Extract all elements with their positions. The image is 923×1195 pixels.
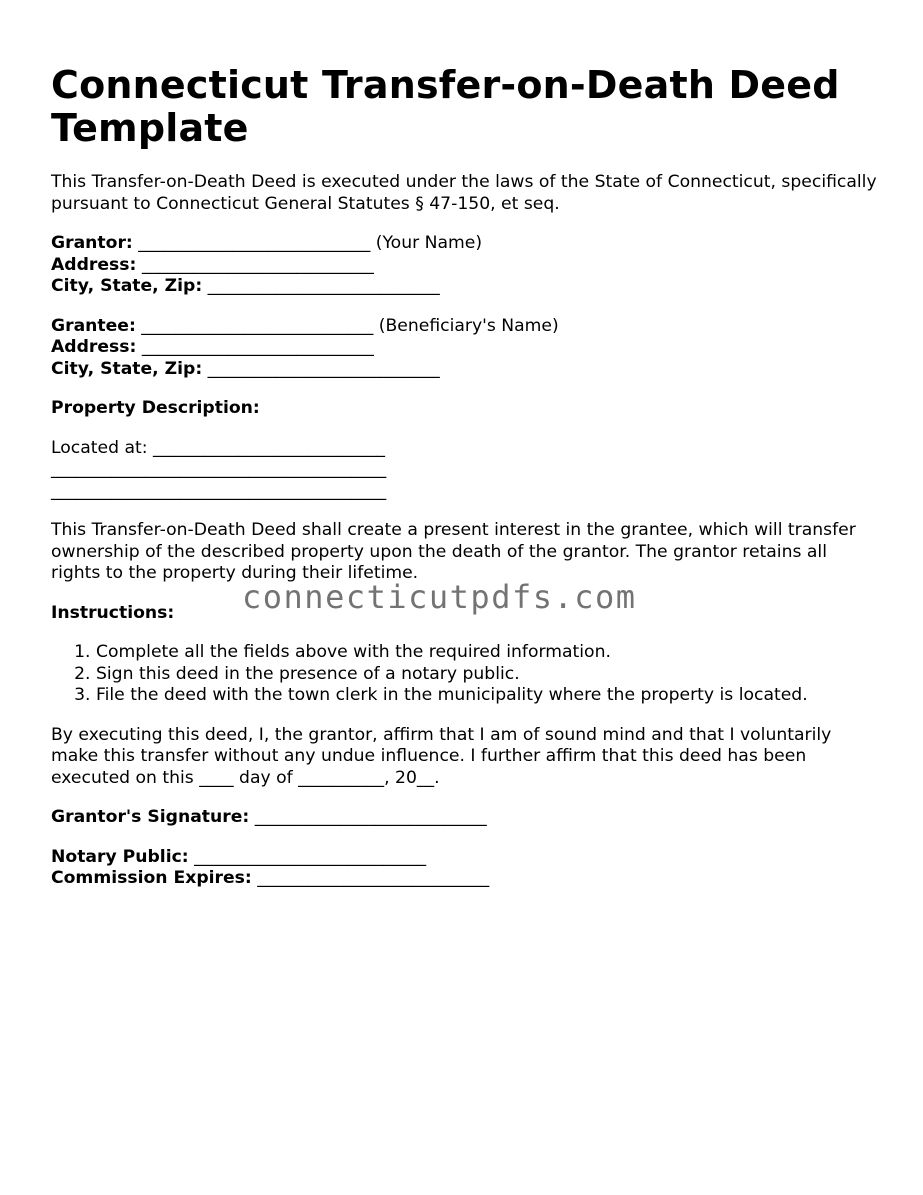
grantee-name-label: Grantee:: [51, 315, 136, 336]
grantor-city-field[interactable]: ___________________________: [202, 276, 440, 296]
grantor-address-label: Address:: [51, 254, 137, 275]
grantee-address-field[interactable]: ___________________________: [136, 337, 374, 357]
property-line-2[interactable]: _______________________________________: [51, 459, 387, 479]
notary-section: [51, 847, 881, 890]
grantee-address-label: Address:: [51, 337, 137, 357]
signature-field[interactable]: ___________________________: [249, 807, 487, 827]
grantor-address-field[interactable]: ___________________________: [136, 254, 374, 275]
notary-line: [51, 847, 881, 869]
grantor-section: [51, 233, 881, 298]
property-heading: [51, 398, 881, 420]
grantor-name-field[interactable]: ___________________________ (Your Name): [132, 233, 483, 253]
property-located-at[interactable]: Located at: ___________________________: [51, 437, 386, 458]
commission-field[interactable]: ___________________________: [251, 868, 490, 888]
instructions-heading-text: Instructions:: [51, 602, 175, 623]
grantee-section: [51, 316, 881, 381]
grantee-address-line: [51, 337, 881, 359]
commission-label: Commission Expires:: [51, 868, 252, 888]
grantee-city-label: City, State, Zip:: [51, 358, 203, 379]
document-title: Connecticut Transfer-on-Death Deed Template: [51, 63, 840, 150]
property-section: [51, 438, 881, 503]
grantor-city-label: City, State, Zip:: [51, 276, 203, 296]
signature-line: [51, 807, 881, 829]
grantee-city-line: [51, 359, 881, 381]
notary-label: Notary Public:: [51, 846, 189, 867]
instructions-list: [51, 642, 881, 707]
affirmation-paragraph: By executing this deed, I, the grantor, affirm that I am of sound mind and that I voluntarily make this transfer without any undue influence. I further affirm that this deed has been executed on this ____ day of __________, 20__.: [51, 724, 832, 788]
signature-label: Grantor's Signature:: [51, 807, 250, 827]
notary-field[interactable]: ___________________________: [188, 846, 427, 867]
grantee-city-field[interactable]: ___________________________: [202, 358, 440, 379]
grantor-name-line: [51, 233, 881, 255]
grantor-address-line: [51, 255, 881, 277]
commission-line: [51, 868, 881, 890]
property-heading-text: Property Description:: [51, 398, 260, 418]
list-item: 3. File the deed with the town clerk in the municipality where the property is located.: [96, 685, 881, 707]
list-item: 1. Complete all the fields above with the required information.: [96, 642, 881, 664]
intro-paragraph: This Transfer-on-Death Deed is executed under the laws of the State of Connecticut, specifically pursuant to Connecticut General Statutes § 47-150, et seq.: [51, 172, 877, 214]
property-line-3[interactable]: _______________________________________: [51, 480, 387, 501]
grantor-name-label: Grantor:: [51, 233, 133, 253]
instructions-heading: [51, 603, 881, 625]
interest-paragraph: This Transfer-on-Death Deed shall create a present interest in the grantee, which will transfer ownership of the described property upon the death of the grantor. The grantor retains all rights to the property during their lifetime.: [51, 520, 856, 583]
watermark: connecticutpdfs.com: [242, 578, 637, 616]
grantee-name-line: [51, 316, 881, 338]
list-item: 2. Sign this deed in the presence of a notary public.: [96, 664, 881, 686]
grantor-city-line: [51, 276, 881, 298]
grantee-name-field[interactable]: ___________________________ (Beneficiary's Name): [135, 315, 559, 336]
deed-document: [51, 64, 881, 908]
